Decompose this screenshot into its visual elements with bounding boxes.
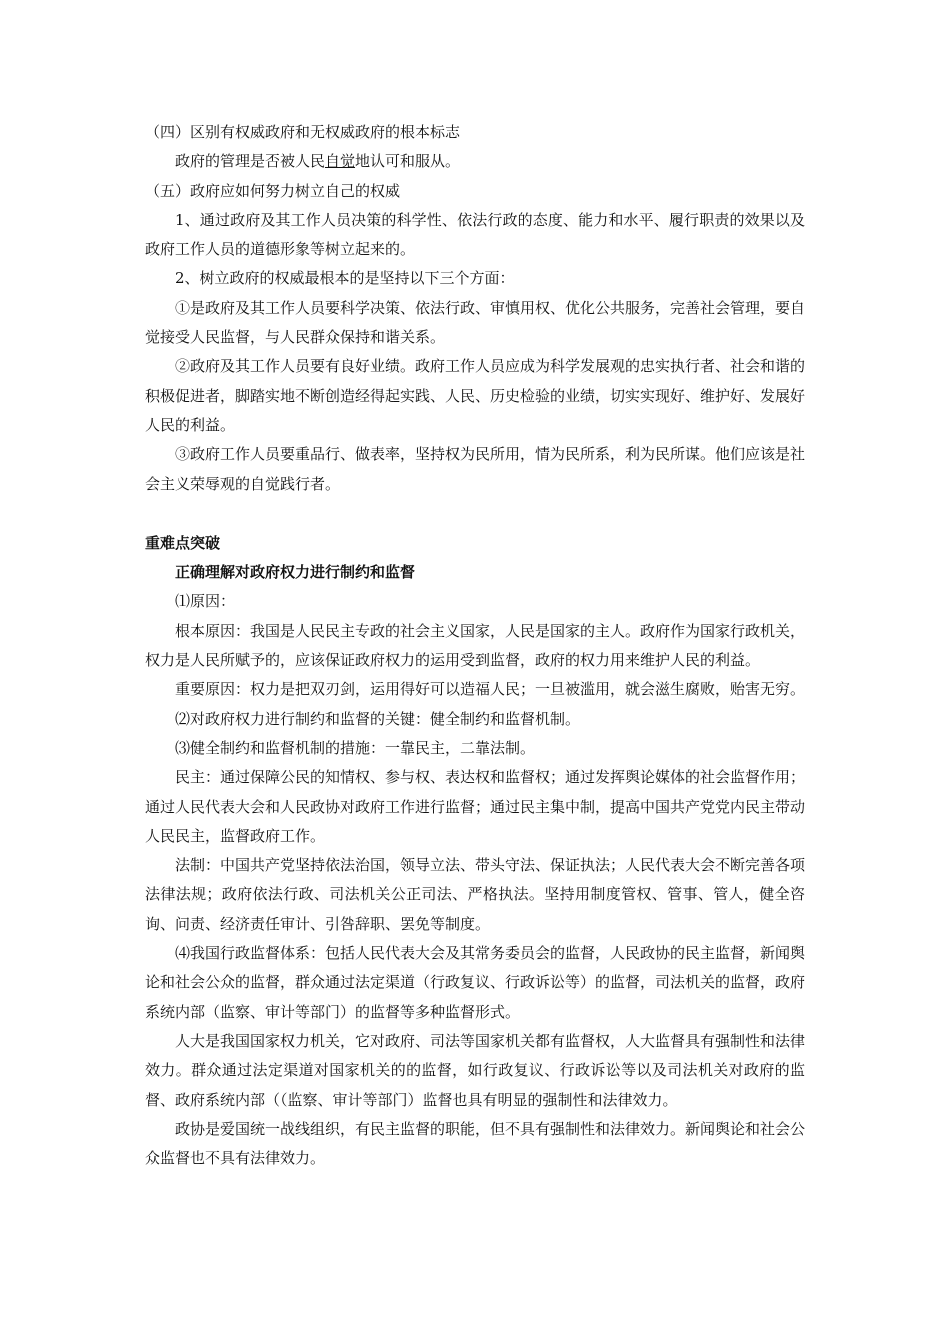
legal-paragraph: 法制：中国共产党坚持依法治国，领导立法、带头守法、保证执法；人民代表大会不断完善各项法律法规；政府依法行政、司法机关公正司法、严格执法。坚持用制度管权、管事、管人，健全咨询、问责、经济责任审计、引咎辞职、罢免等制度。 xyxy=(145,856,806,933)
section5-paragraph-3: ①是政府及其工作人员要科学决策、依法行政、审慎用权、优化公共服务，完善社会管理，要自觉接受人民监督，与人民群众保持和谐关系。 xyxy=(145,298,806,347)
key-points-subtitle: 正确理解对政府权力进行制约和监督 xyxy=(175,563,416,582)
reason-important: 重要原因：权力是把双刃剑，运用得好可以造福人民；一旦被滥用，就会滋生腐败，贻害无穷。 xyxy=(175,680,806,699)
section5-paragraph-1: 1、通过政府及其工作人员决策的科学性、依法行政的态度、能力和水平、履行职责的效果以及政府工作人员的道德形象等树立起来的。 xyxy=(145,210,805,259)
section4-text-underlined: 自觉 xyxy=(325,152,356,171)
cppcc-paragraph: 政协是爱国统一战线组织，有民主监督的职能，但不具有强制性和法律效力。新闻舆论和社会公众监督也不具有法律效力。 xyxy=(145,1119,806,1168)
section5-paragraph-4: ②政府及其工作人员要有良好业绩。政府工作人员应成为科学发展观的忠实执行者、社会和谐的积极促进者，脚踏实地不断创造经得起实践、人民、历史检验的业绩，切实实现好、维护好、发展好人民的利益。 xyxy=(145,357,806,434)
reason-root: 根本原因：我国是人民民主专政的社会主义国家，人民是国家的主人。政府作为国家行政机关，权力是人民所赋予的，应该保证政府权力的运用受到监督，政府的权力用来维护人民的利益。 xyxy=(145,621,806,670)
npc-paragraph: 人大是我国国家权力机关，它对政府、司法等国家机关都有监督权，人大监督具有强制性和法律效力。群众通过法定渠道对国家机关的的监督，如行政复议、行政诉讼等以及司法机关对政府的监督、政府系统内部（（监察、审计等部门）监督也具有明显的强制性和法律效力。 xyxy=(145,1031,806,1109)
section5-paragraph-2: 2、树立政府的权威最根本的是坚持以下三个方面： xyxy=(175,269,515,288)
section5-paragraph-5: ③政府工作人员要重品行、做表率，坚持权为民所用，情为民所系，利为民所谋。他们应该是社会主义荣辱观的自觉践行者。 xyxy=(145,445,806,493)
democracy-paragraph: 民主：通过保障公民的知情权、参与权、表达权和监督权；通过发挥舆论媒体的社会监督作用；通过人民代表大会和人民政协对政府工作进行监督；通过民主集中制，提高中国共产党党内民主带动人民民主，监督政府工作。 xyxy=(145,768,806,845)
supervision-system-paragraph: ⑷我国行政监督体系：包括人民代表大会及其常务委员会的监督，人民政协的民主监督，新闻舆论和社会公众的监督，群众通过法定渠道（行政复议、行政诉讼等）的监督，司法机关的监督，政府系统内部（监察、审计等部门）的监督等多种监督形式。 xyxy=(145,944,806,1021)
section5-heading: （五）政府应如何努力树立自己的权威 xyxy=(145,181,401,200)
document-page xyxy=(145,118,805,1173)
key-points-title: 重难点突破 xyxy=(145,533,221,552)
section4-text-before: 政府的管理是否被人民 xyxy=(175,152,326,171)
measures: ⑶健全制约和监督机制的措施：一靠民主，二靠法制。 xyxy=(175,738,536,757)
reason-label: ⑴原因： xyxy=(175,592,236,611)
section-spacer xyxy=(145,499,805,529)
section4-heading: （四）区别有权威政府和无权威政府的根本标志 xyxy=(145,123,461,141)
section4-text-after: 地认可和服从。 xyxy=(355,152,461,171)
key-mechanism: ⑵对政府权力进行制约和监督的关键：健全制约和监督机制。 xyxy=(175,709,581,728)
section4-text xyxy=(145,147,805,176)
